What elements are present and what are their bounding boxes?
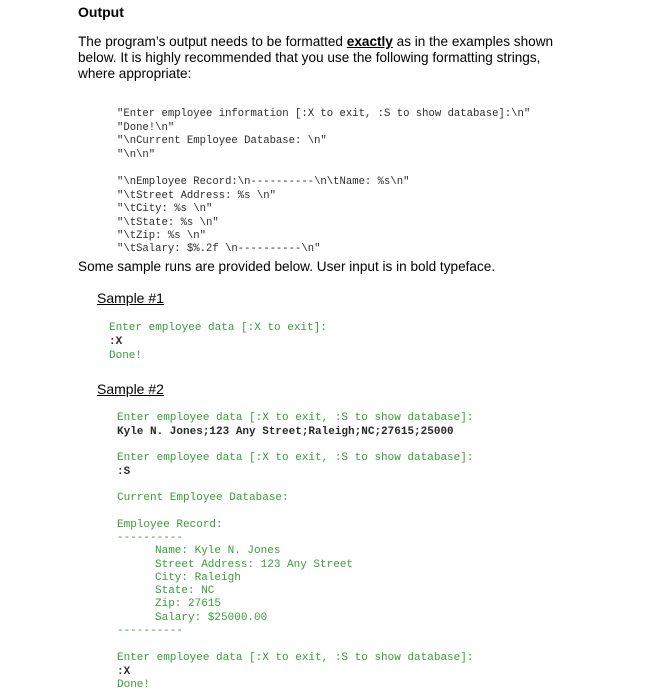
format-strings-block-2 — [117, 163, 409, 270]
sample-2-input-1 — [117, 426, 454, 439]
format-string-line: "\tState: %s \n" — [117, 216, 219, 229]
sample-2-salary: Salary: $25000.00 — [155, 612, 268, 624]
sample-2-title: Sample #2 — [97, 381, 164, 397]
intro-text-after: as in the examples shown below. It is highly recommended that you use the following formatting strings, where appropriate: — [78, 34, 554, 81]
sample-2-city: City: Raleigh — [155, 572, 241, 584]
sample-2-prompt-1: Enter employee data [:X to exit, :S to show database]: — [117, 412, 474, 424]
format-string-line: "\n\n" — [117, 148, 156, 161]
sample-1-done: Done! — [109, 350, 143, 362]
sample-1-prompt: Enter employee data [:X to exit]: — [109, 322, 327, 334]
sample-2-input-3 — [117, 666, 130, 679]
sample-2-current-db: Current Employee Database: — [117, 492, 289, 504]
sample-2-dashes-end: ---------- — [117, 625, 184, 637]
intro-paragraph — [78, 34, 578, 82]
format-string-line: "Enter employee information [:X to exit, :S to show database]:\n" — [117, 108, 531, 121]
user-input: :X — [109, 336, 123, 348]
sample-2-done: Done! — [117, 679, 151, 691]
sample-1-input — [109, 336, 122, 349]
intro-emphasis: exactly — [346, 34, 393, 49]
sample-2-street: Street Address: 123 Any Street — [155, 559, 354, 571]
sample-2-name: Name: Kyle N. Jones — [155, 545, 281, 557]
section-heading: Output — [78, 4, 124, 20]
user-input: Kyle N. Jones;123 Any Street;Raleigh;NC;27615;25000 — [117, 426, 454, 438]
sample-note: Some sample runs are provided below. User input is in bold typeface. — [78, 259, 496, 274]
sample-2-dashes: ---------- — [117, 532, 184, 544]
sample-1-title: Sample #1 — [97, 290, 164, 306]
sample-2-state: State: NC — [155, 585, 215, 597]
sample-2-prompt-3: Enter employee data [:X to exit, :S to show database]: — [117, 652, 474, 664]
intro-text-before: The program’s output needs to be formatted — [78, 34, 347, 49]
sample-2-zip: Zip: 27615 — [155, 598, 222, 610]
format-string-line: "\nEmployee Record:\n----------\n\tName: %s\n" — [117, 176, 410, 189]
user-input: :S — [117, 466, 131, 478]
format-string-line: "Done!\n" — [117, 121, 175, 134]
format-string-line: "\tSalary: $%.2f \n----------\n" — [117, 243, 321, 256]
sample-2-input-2 — [117, 466, 130, 479]
sample-2-prompt-2: Enter employee data [:X to exit, :S to show database]: — [117, 452, 474, 464]
format-string-line: "\nCurrent Employee Database: \n" — [117, 135, 327, 148]
format-string-line: "\tCity: %s \n" — [117, 203, 213, 216]
format-string-line: "\tStreet Address: %s \n" — [117, 189, 276, 202]
user-input: :X — [117, 666, 131, 678]
sample-2-record-label: Employee Record: — [117, 519, 223, 531]
format-string-line: "\tZip: %s \n" — [117, 230, 207, 243]
